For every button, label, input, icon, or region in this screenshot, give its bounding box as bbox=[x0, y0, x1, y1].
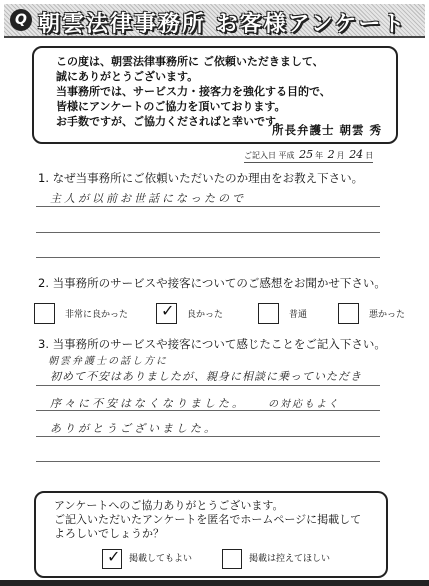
question-3: 3. 当事務所のサービスや接客について感じたことをご記入下さい。 bbox=[38, 337, 386, 351]
answer-line bbox=[36, 461, 380, 462]
consent-line: ご記入いただいたアンケートを匿名でホームページに掲載して bbox=[54, 513, 362, 526]
consent-box bbox=[34, 491, 388, 578]
checkbox[interactable] bbox=[338, 303, 359, 324]
answer-line bbox=[36, 232, 380, 233]
rating-option-good[interactable] bbox=[156, 301, 223, 325]
question-1: 1. なぜ当事務所にご依頼いただいたのか理由をお教え下さい。 bbox=[38, 171, 364, 185]
checkbox[interactable] bbox=[222, 549, 242, 569]
intro-line: この度は、朝雲法律事務所に ご依頼いただきまして、 bbox=[56, 55, 324, 68]
option-label: 普通 bbox=[289, 309, 308, 320]
checkbox[interactable] bbox=[156, 300, 177, 324]
checkbox[interactable] bbox=[258, 303, 279, 324]
answer-3-line[interactable]: 初めて不安はありましたが、親身に相談に乗っていただき bbox=[50, 370, 362, 383]
answer-line bbox=[36, 410, 380, 411]
consent-line: アンケートへのご協力ありがとうございます。 bbox=[54, 499, 284, 512]
answer-1-text[interactable]: 主人が以前お世話になったので bbox=[50, 192, 246, 205]
date-year-unit: 年 bbox=[315, 151, 324, 160]
date-label: ご記入日 平成 bbox=[244, 151, 295, 160]
answer-line bbox=[36, 257, 380, 258]
answer-3-line[interactable]: 序々に不安はなくなりました。 bbox=[50, 397, 246, 410]
intro-line: 誠にありがとうございます。 bbox=[56, 70, 199, 83]
intro-line: 当事務所では、サービス力・接客力を強化する目的で、 bbox=[56, 85, 331, 98]
title-banner bbox=[4, 4, 425, 38]
checkbox[interactable] bbox=[102, 549, 122, 569]
answer-3-line[interactable]: ありがとうございました。 bbox=[50, 422, 218, 435]
date-month[interactable]: 2 bbox=[327, 148, 335, 161]
consent-option-decline[interactable] bbox=[222, 549, 330, 569]
answer-line bbox=[36, 206, 380, 207]
answer-line bbox=[36, 385, 380, 386]
option-label: 非常に良かった bbox=[65, 309, 129, 320]
intro-line: 皆様にアンケートのご協力を頂いております。 bbox=[56, 100, 286, 113]
intro-line: お手数ですが、ご協力くださればと幸いです。 bbox=[56, 115, 287, 128]
entry-date bbox=[244, 148, 373, 163]
check-mark-icon: ✓ bbox=[107, 547, 121, 566]
option-label: 掲載してもよい bbox=[129, 554, 193, 564]
rating-option-very-good[interactable] bbox=[34, 301, 128, 325]
consent-line: よろしいでしょうか？ bbox=[54, 527, 164, 540]
date-year[interactable]: 25 bbox=[299, 148, 314, 161]
signature: 所長弁護士 朝雲 秀 bbox=[271, 123, 382, 137]
intro-box bbox=[32, 46, 398, 144]
q-badge: Q bbox=[10, 9, 32, 31]
answer-3-line[interactable]: 朝雲弁護士の話し方に bbox=[48, 356, 168, 367]
checkbox[interactable] bbox=[34, 303, 55, 324]
answer-3-line[interactable]: の対応もよく bbox=[268, 399, 340, 410]
bottom-border bbox=[0, 580, 429, 586]
date-month-unit: 月 bbox=[336, 151, 345, 160]
rating-option-bad[interactable] bbox=[338, 301, 405, 325]
survey-title: 朝雲法律事務所 お客様アンケート bbox=[38, 12, 407, 37]
answer-line bbox=[36, 436, 380, 437]
rating-option-normal[interactable] bbox=[258, 301, 307, 325]
consent-option-allow[interactable] bbox=[102, 549, 192, 569]
question-2: 2. 当事務所のサービスや接客についてのご感想をお聞かせ下さい。 bbox=[38, 276, 386, 290]
date-day-unit: 日 bbox=[365, 151, 374, 160]
check-mark-icon: ✓ bbox=[161, 300, 175, 320]
option-label: 掲載は控えてほしい bbox=[249, 554, 331, 564]
option-label: 悪かった bbox=[369, 309, 406, 320]
date-day[interactable]: 24 bbox=[349, 148, 364, 161]
option-label: 良かった bbox=[187, 309, 224, 320]
